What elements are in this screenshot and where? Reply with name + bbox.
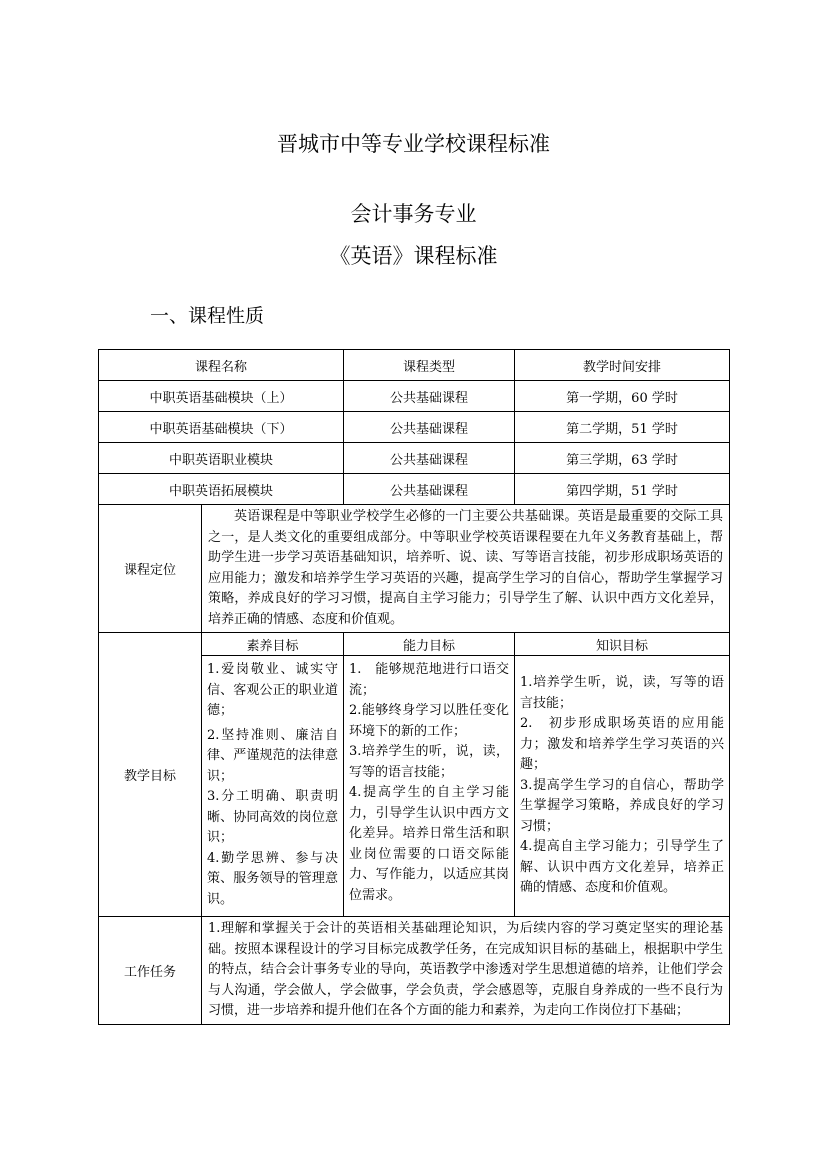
list-item: 3.提高学生学习的自信心，帮助学生掌握学习策略，养成良好的学习习惯； <box>520 777 725 834</box>
course-table <box>98 349 730 1025</box>
list-item: 4.提高学生的自主学习能力，引导学生认识中西方文化差异。培养日常生活和职业岗位需要的口语交际能力、写作能力，以适应其岗位需求。 <box>349 785 510 903</box>
list-item: 1.爱岗敬业、诚实守信、客观公正的职业道德； <box>207 662 339 718</box>
ability-goals <box>344 656 515 917</box>
work-task-row <box>99 917 730 1025</box>
work-task-label: 工作任务 <box>99 917 202 1025</box>
list-item: 2. 初步形成职场英语的应用能力；激发和培养学生学习英语的兴趣； <box>520 716 725 773</box>
schedule-cell: 第四学期，51 学时 <box>515 474 730 505</box>
course-type-cell: 公共基础课程 <box>344 412 515 443</box>
positioning-text: 英语课程是中等职业学校学生必修的一门主要公共基础课。英语是最重要的交际工具之一，是人类文化的重要组成部分。中等职业学校英语课程要在九年义务教育基础上，帮助学生进一步学习英语基础知识，培养听、说、读、写等语言技能，初步形成职场英语的应用能力；激发和培养学生学习英语的兴趣，提高学生学习的自信心，帮助学生掌握学习策略，养成良好的学习习惯，提高自主学习能力；引导学生了解、认识中西方文化差异，培养正确的情感、态度和价值观。 <box>202 505 730 633</box>
school-title: 晋城市中等专业学校课程标准 <box>277 132 550 156</box>
table-header-row <box>99 350 730 381</box>
list-item: 4.提高自主学习能力；引导学生了解、认识中西方文化差异，培养正确的情感、态度和价值观。 <box>520 839 725 896</box>
objectives-label: 教学目标 <box>99 633 202 917</box>
positioning-row <box>99 505 730 633</box>
major-title: 会计事务专业 <box>350 202 477 226</box>
header-course-name: 课程名称 <box>99 350 344 381</box>
ability-header: 能力目标 <box>344 633 515 656</box>
schedule-cell: 第二学期，51 学时 <box>515 412 730 443</box>
list-item: 2.坚持准则、廉洁自律、严谨规范的法律意识； <box>207 727 339 784</box>
schedule-cell: 第一学期，60 学时 <box>515 381 730 412</box>
course-name-cell: 中职英语职业模块 <box>99 443 344 474</box>
list-item: 2.能够终身学习以胜任变化环境下的新的工作； <box>349 703 510 739</box>
literacy-goals <box>202 656 344 917</box>
header-schedule: 教学时间安排 <box>515 350 730 381</box>
course-type-cell: 公共基础课程 <box>344 381 515 412</box>
knowledge-header: 知识目标 <box>515 633 730 656</box>
objectives-header-row <box>99 633 730 656</box>
course-name-cell: 中职英语基础模块（上） <box>99 381 344 412</box>
knowledge-goals <box>515 656 730 917</box>
list-item: 1.培养学生听，说，读，写等的语言技能； <box>520 675 725 711</box>
table-row <box>99 443 730 474</box>
table-row <box>99 381 730 412</box>
course-type-cell: 公共基础课程 <box>344 443 515 474</box>
schedule-cell: 第三学期，63 学时 <box>515 443 730 474</box>
table-row <box>99 412 730 443</box>
section-heading: 一、课程性质 <box>150 305 265 327</box>
course-name-cell: 中职英语拓展模块 <box>99 474 344 505</box>
course-title: 《英语》课程标准 <box>329 244 498 268</box>
literacy-header: 素养目标 <box>202 633 344 656</box>
positioning-label: 课程定位 <box>99 505 202 633</box>
list-item: 3.分工明确、职责明晰、协同高效的岗位意识； <box>207 789 339 845</box>
header-course-type: 课程类型 <box>344 350 515 381</box>
course-name-cell: 中职英语基础模块（下） <box>99 412 344 443</box>
table-row <box>99 474 730 505</box>
list-item: 4.勤学思辨、参与决策、服务领导的管理意识。 <box>207 850 339 907</box>
list-item: 3.培养学生的听，说，读，写等的语言技能； <box>349 744 510 780</box>
work-task-text: 1.理解和掌握关于会计的英语相关基础理论知识，为后续内容的学习奠定坚实的理论基础。按照本课程设计的学习目标完成教学任务，在完成知识目标的基础上，根据职中学生的特点，结合会计事务专业的导向，英语教学中渗透对学生思想道德的培养，让他们学会与人沟通，学会做人，学会做事，学会负责，学会感恩等，克服自身养成的一些不良行为习惯，进一步培养和提升他们在各个方面的能力和素养，为走向工作岗位打下基础； <box>202 917 730 1025</box>
list-item: 1. 能够规范地进行口语交流； <box>349 662 510 698</box>
course-type-cell: 公共基础课程 <box>344 474 515 505</box>
